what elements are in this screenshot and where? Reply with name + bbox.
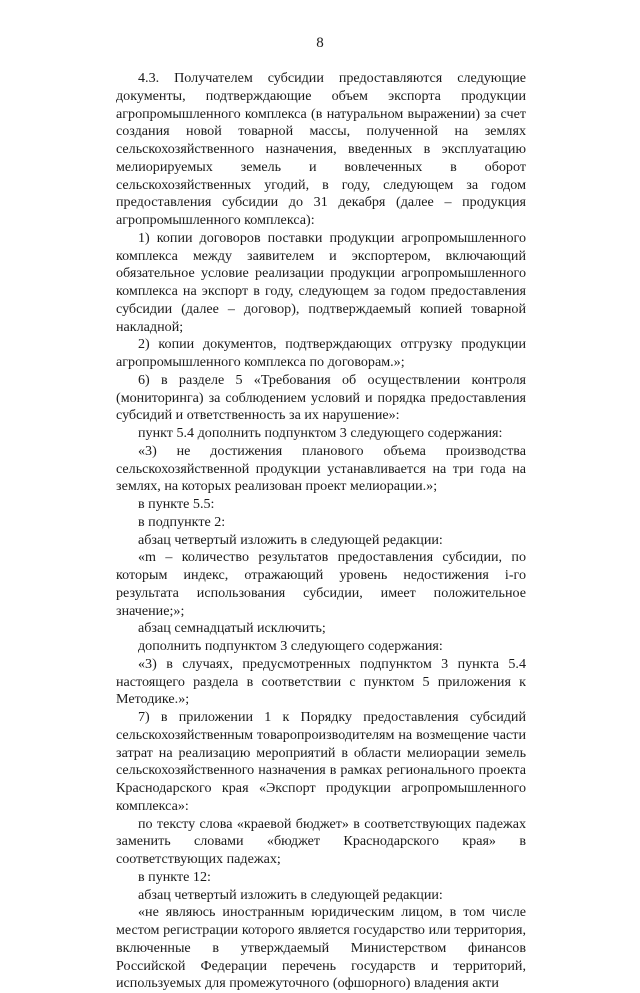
paragraph: по тексту слова «краевой бюджет» в соответствующих падежах заменить словами «бюджет Краснодарского края» в соответствующих падежах; bbox=[116, 815, 526, 867]
paragraph: «3) не достижения планового объема производства сельскохозяйственной продукции устанавливается на три года на землях, на которых реализован проект мелиорации.»; bbox=[116, 442, 526, 495]
paragraph: 6) в разделе 5 «Требования об осуществлении контроля (мониторинга) за соблюдением условий и порядка предоставления субсидий и ответственность за их нарушение»: bbox=[116, 371, 526, 424]
paragraph: в подпункте 2: bbox=[138, 513, 226, 530]
paragraph: дополнить подпунктом 3 следующего содержания: bbox=[138, 638, 443, 654]
paragraph: «3) в случаях, предусмотренных подпунктом 3 пункта 5.4 настоящего раздела в соответствии с пунктом 5 приложения к Методике.»; bbox=[116, 655, 526, 708]
paragraph: в пункте 5.5: bbox=[138, 496, 215, 512]
paragraph: «m – количество результатов предоставления субсидии, по которым индекс, отражающий уровень недостижения i-го результата использования субсидии, имеет положительное значение;»; bbox=[116, 549, 526, 619]
paragraph: в пункте 12: bbox=[138, 868, 211, 885]
paragraph: 4.3. Получателем субсидии предоставляются следующие документы, подтверждающие объем экспорта продукции агропромышленного комплекса (в натуральном выражении) за счет создания новой товарной массы, полученной на землях сельскохозяйственного назначения, введенных в эксплуатацию мелиорируемых земель и вовлеченных в оборот сельскохозяйственных угодий, в году, следующем за годом предоставления субсидии до 31 декабря (далее – продукция агропромышленного комплекса): bbox=[116, 70, 526, 228]
paragraph: 2) копии документов, подтверждающих отгрузку продукции агропромышленного комплекса по договорам.»; bbox=[116, 336, 526, 370]
paragraph: 1) копии договоров поставки продукции агропромышленного комплекса между заявителем и экспортером, включающий обязательное условие реализации продукции агропромышленного комплекса на экспорт в году, следующем за годом предоставления субсидии (далее – договор), подтверждаемый копией товарной накладной; bbox=[116, 229, 526, 335]
paragraph: пункт 5.4 дополнить подпунктом 3 следующего содержания: bbox=[138, 425, 503, 441]
paragraph: «не являюсь иностранным юридическим лицом, в том числе местом регистрации которого является государство или территория, включенные в утверждаемый Министерством финансов Российской Федерации перечень государств и территорий, используемых для промежуточного (офшорного) владения акти bbox=[116, 904, 526, 992]
paragraph: абзац семнадцатый исключить; bbox=[138, 620, 326, 637]
paragraph: абзац четвертый изложить в следующей редакции: bbox=[138, 886, 443, 903]
paragraph: 7) в приложении 1 к Порядку предоставления субсидий сельскохозяйственным товаропроизводителям на возмещение части затрат на реализацию мероприятий в области мелиорации земель сельскохозяйственного назначения в рамках регионального проекта Краснодарского края «Экспорт продукции агропромышленного комплекса»: bbox=[116, 709, 526, 814]
page-number: 8 bbox=[316, 35, 324, 51]
document-body bbox=[116, 70, 526, 993]
paragraph: абзац четвертый изложить в следующей редакции: bbox=[138, 531, 443, 548]
